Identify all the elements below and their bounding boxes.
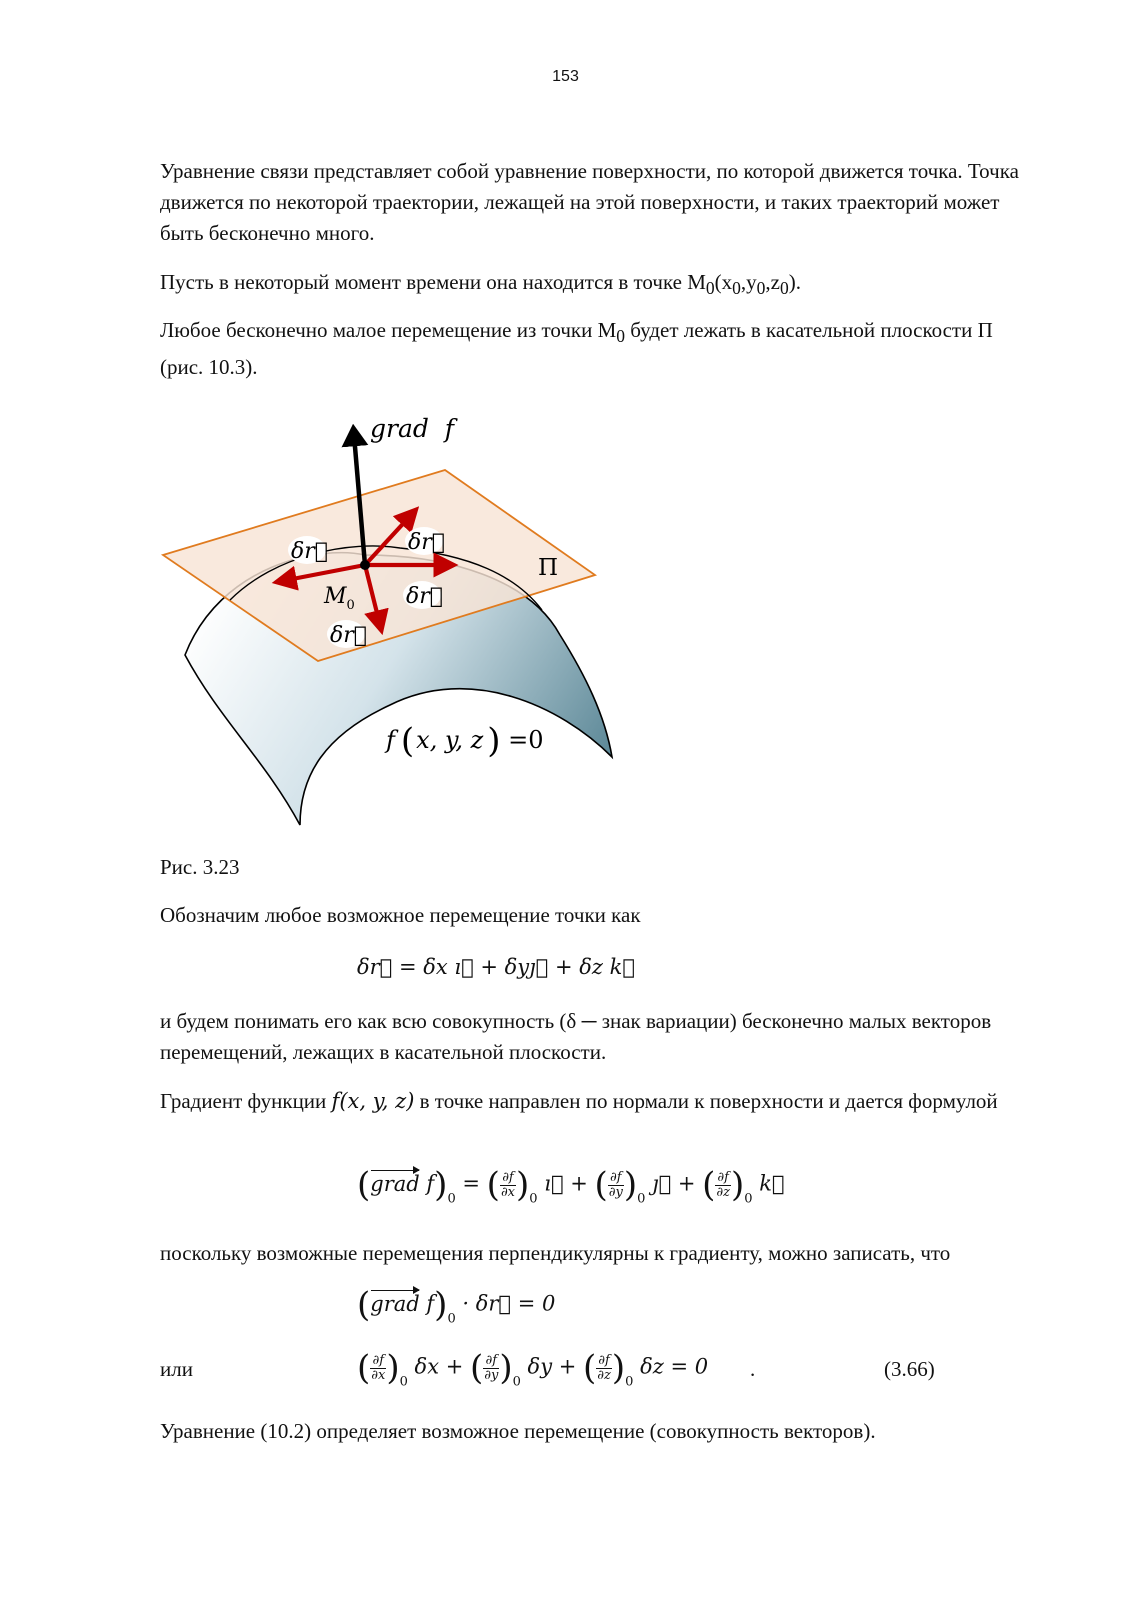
label-or: или <box>160 1357 193 1381</box>
figure-tangent-plane <box>150 405 630 835</box>
paragraph-conclusion: Уравнение (10.2) определяет возможное перемещение (совокупность векторов). <box>160 1419 876 1443</box>
paragraph-displacement: Обозначим любое возможное перемещение точки как <box>160 903 641 927</box>
paragraph-gradient: Градиент функции f(x, y, z) в точке направлен по нормали к поверхности и дается формулой <box>160 1089 998 1113</box>
paragraph-perpendicular: поскольку возможные перемещения перпендикулярны к градиенту, можно записать, что <box>160 1241 951 1265</box>
paragraph-tangent-plane: Любое бесконечно малое перемещение из точки $M_0$ будет лежать в касательной плоскости П (рис. 10.3). <box>160 318 993 380</box>
page-number: 153 <box>552 68 579 85</box>
equation-dot: . <box>750 1357 756 1381</box>
equation-number: (3.66) <box>884 1357 935 1381</box>
equation-dot-product: (grad $f)_0$ · δr⃗ = 0 <box>357 1285 556 1327</box>
paragraph-point-m0: Пусть в некоторый момент времени она находится в точке $M_0(x_0,y_0,z_0)$. <box>160 270 801 299</box>
dr-label-upright: δr⃗ <box>408 530 445 555</box>
dr-label-right: δr⃗ <box>406 584 443 609</box>
m0-label: $M_0$ <box>324 584 355 613</box>
paragraph-variation: и будем понимать его как всю совокупность (δ ─ знак вариации) бесконечно малых векторов перемещений, лежащих в касательной плоскости. <box>160 1009 992 1064</box>
point-m0 <box>360 560 370 570</box>
surface-equation: f (x, y, z ) =0 <box>386 721 544 761</box>
dr-label-left: δr⃗ <box>291 539 328 564</box>
dr-label-down: δr⃗ <box>330 623 367 648</box>
equation-3-66: ( $\frac{\partial f}{\partial x}$ )$_0$ δx + ( $\frac{\partial f}{\partial y}$ )$_0$ δy + ( $\frac{\partial f}{\partial z}$ )$_0$ δz = 0 <box>357 1348 709 1390</box>
plane-label: П <box>538 555 559 581</box>
figure-caption: Рис. 3.23 <box>160 855 240 879</box>
paragraph-constraint: Уравнение связи представляет собой уравнение поверхности, по которой движется точка. Точка движется по некоторой траектории, лежащей на этой поверхности, и таких траекторий может быть бесконечно много. <box>160 159 1019 245</box>
equation-gradient: (grad $f)_0$ = ( $\frac{\partial f}{\partial x}$ )$_0$ ı⃗ + ( $\frac{\partial f}{\partial y}$ )$_0$ ȷ⃗ + ( $\frac{\partial f}{\partial z}$ )$_0$ k⃗ <box>357 1165 785 1207</box>
equation-delta-r: δr⃗ = δx ı⃗ + δyȷ⃗ + δz k⃗ <box>357 955 635 979</box>
grad-label: grad f <box>370 414 455 443</box>
